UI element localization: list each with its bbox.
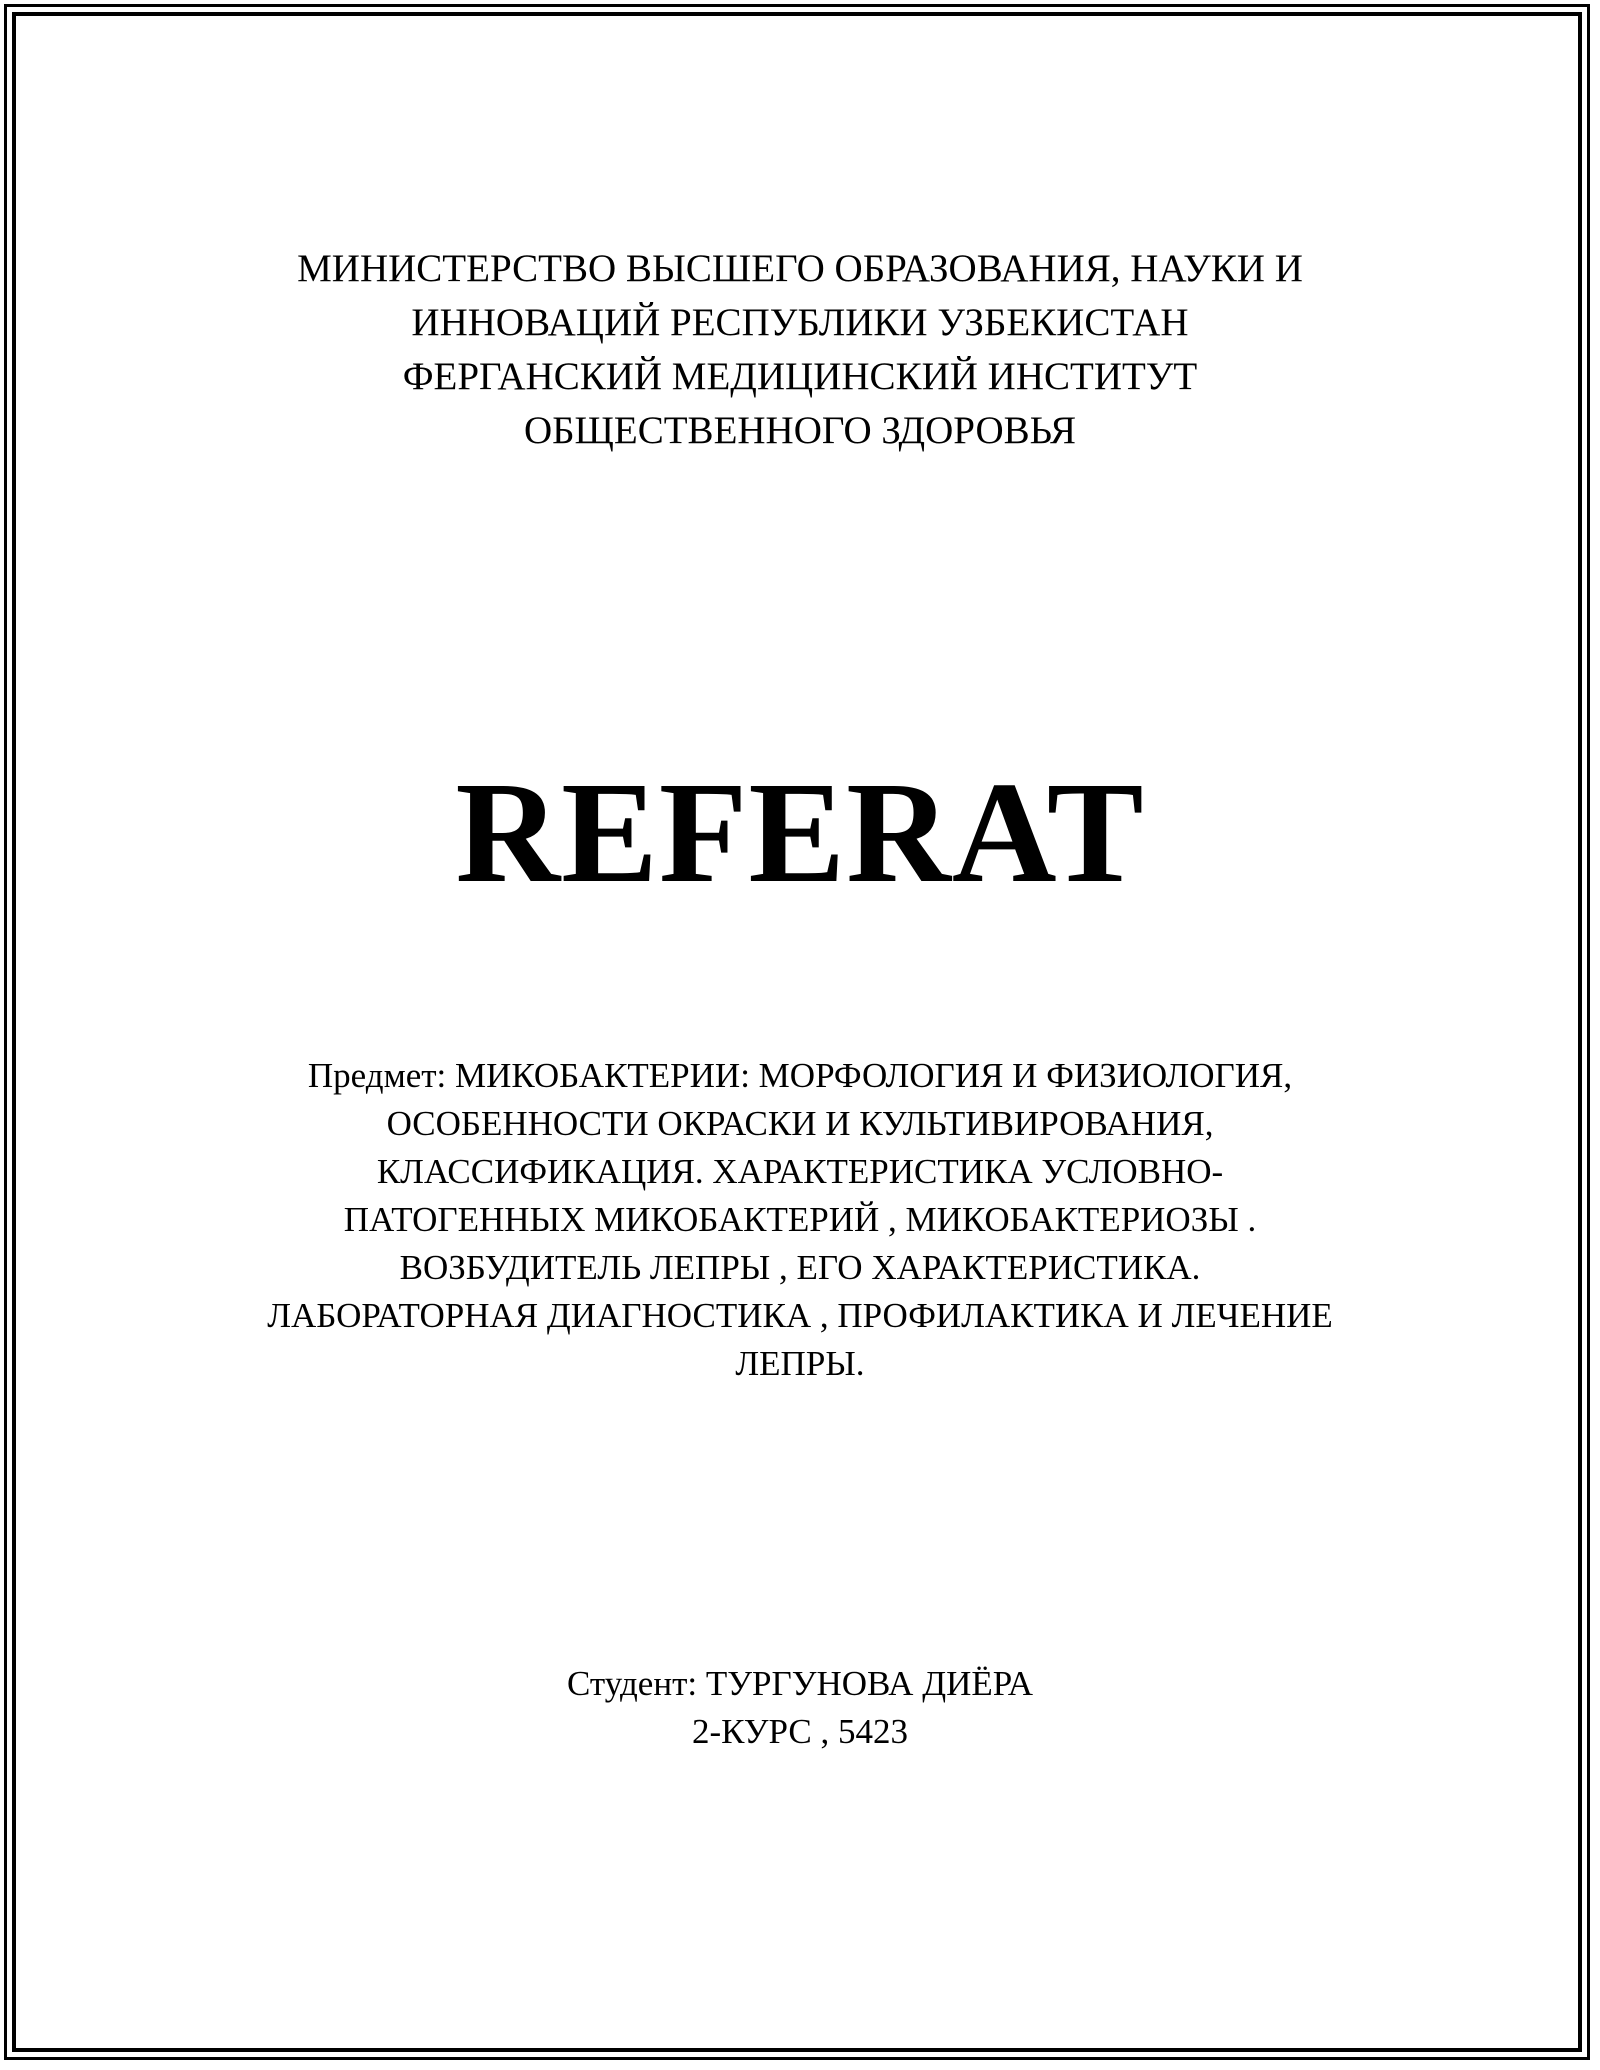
- subject-line: ЛАБОРАТОРНАЯ ДИАГНОСТИКА , ПРОФИЛАКТИКА И ЛЕЧЕНИЕ: [267, 1296, 1333, 1335]
- header-line: ИННОВАЦИЙ РЕСПУБЛИКИ УЗБЕКИСТАН: [411, 301, 1189, 344]
- subject-line: Предмет: МИКОБАКТЕРИИ: МОРФОЛОГИЯ И ФИЗИОЛОГИЯ,: [307, 1056, 1293, 1095]
- subject-line: ПАТОГЕННЫХ МИКОБАКТЕРИЙ , МИКОБАКТЕРИОЗЫ .: [343, 1200, 1257, 1239]
- subject-block: [0, 1052, 1600, 1388]
- header-line: ОБЩЕСТВЕННОГО ЗДОРОВЬЯ: [524, 409, 1076, 452]
- subject-line: ОСОБЕННОСТИ ОКРАСКИ И КУЛЬТИВИРОВАНИЯ,: [386, 1104, 1214, 1143]
- header-line: МИНИСТЕРСТВО ВЫСШЕГО ОБРАЗОВАНИЯ, НАУКИ И: [297, 247, 1303, 290]
- student-name: Студент: ТУРГУНОВА ДИЁРА: [566, 1664, 1033, 1703]
- institution-header: [0, 242, 1600, 458]
- subject-line: ВОЗБУДИТЕЛЬ ЛЕПРЫ , ЕГО ХАРАКТЕРИСТИКА.: [399, 1248, 1201, 1287]
- header-line: ФЕРГАНСКИЙ МЕДИЦИНСКИЙ ИНСТИТУТ: [402, 355, 1198, 398]
- document-title: REFERAT: [455, 753, 1145, 913]
- subject-line: ЛЕПРЫ.: [735, 1344, 865, 1383]
- student-course: 2-КУРС , 5423: [691, 1712, 909, 1751]
- student-info: [0, 1660, 1600, 1756]
- subject-line: КЛАССИФИКАЦИЯ. ХАРАКТЕРИСТИКА УСЛОВНО-: [376, 1152, 1224, 1191]
